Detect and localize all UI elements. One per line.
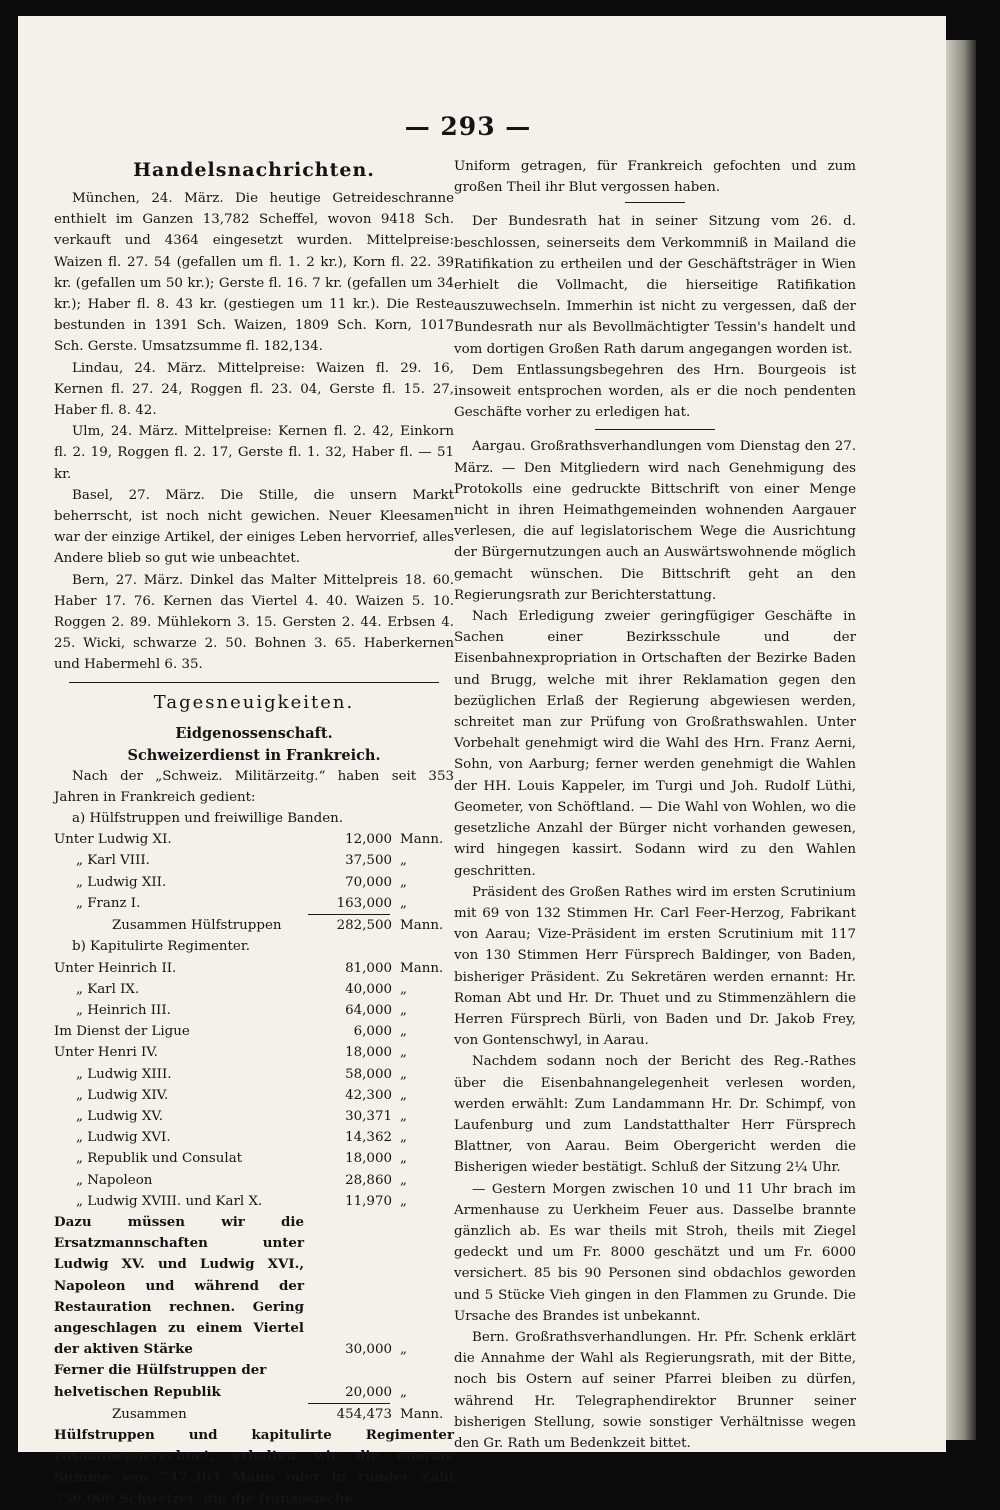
- paragraph-ulm: Ulm, 24. März. Mittelpreise: Kernen fl. 2. 42, Einkorn fl. 2. 19, Roggen fl. 2. 17, Gerste fl. 1. 32, Haber fl. — 51 kr.: [54, 424, 454, 482]
- paragraph-praesident: Präsident des Großen Rathes wird im ersten Scrutinium mit 69 von 132 Stimmen Hr. Carl Feer-Herzog, Fabrikant von Aarau; Vize-Präsident im ersten Scrutinium mit 117 von 130 Stimmen Herr Fürsprech Baldinger, von Baden, bisheriger Präsident. Zu Sekretären werden ernannt: Hr. Roman Abt und Hr. Dr. Thuet und zu Stimmenzählern die Herren Fürsprech Bürli, von Baden und Dr. Jakob Frey, von Gontenschwyl, in Aarau.: [454, 884, 856, 1049]
- paragraph-lindau: Lindau, 24. März. Mittelpreise: Waizen fl. 29. 16, Kernen fl. 27. 24, Roggen fl. 23. 04, Gerste fl. 15. 27, Haber fl. 8. 42.: [54, 360, 454, 419]
- page-number: — 293 —: [404, 112, 532, 141]
- table-row: „ Karl IX. 40,000 „: [76, 981, 407, 997]
- paragraph-muenchen: München, 24. März. Die heutige Getreideschranne enthielt im Ganzen 13,782 Scheffel, wovon 9418 Sch. verkauft und 4364 eingesetzt wurden. Mittelpreise: Waizen fl. 27. 54 (gefallen um fl. 1. 2 kr.), Korn fl. 22. 39 kr. (gefallen um 50 kr.); Gerste fl. 16. 7 kr. (gefallen um 34 kr.); Haber fl. 8. 43 kr. (gestiegen um 11 kr.). Die Reste bestunden in 1391 Sch. Waizen, 1809 Sch. Korn, 1017 Sch. Gerste. Umsatzsumme fl. 182,134.: [54, 191, 454, 355]
- ersatz-text: Dazu müssen wir die Ersatzmannschaften unter Ludwig XV. und Ludwig XVI., Napoleon und während der Restauration rechnen. Gering angeschlagen zu einem Viertel der aktiven Stärke: [54, 1213, 304, 1358]
- newspaper-page: [18, 16, 946, 1507]
- group-a-title: a) Hülfstruppen und freiwillige Banden.: [72, 811, 344, 827]
- paragraph-basel: Basel, 27. März. Die Stille, die unsern Markt beherrscht, ist noch nicht gewichen. Neuer Kleesamen war der einzige Artikel, der einiges Leben hervorrief, alles Andere blieb so gut wie unbeachtet.: [54, 487, 454, 567]
- table-row: „ Karl VIII. 37,500 „: [76, 853, 407, 869]
- table-row: „ Ludwig XII. 70,000 „: [76, 874, 407, 890]
- table-row: „ Ludwig XVIII. und Karl X. 11,970 „: [76, 1193, 407, 1209]
- divider: [69, 682, 439, 683]
- divider: [595, 429, 715, 430]
- table-row: Unter Henri IV. 18,000 „: [54, 1045, 407, 1061]
- table-row: Unter Heinrich II. 81,000 Mann.: [54, 960, 444, 976]
- paragraph-bundesrath: Der Bundesrath hat in seiner Sitzung vom 26. d. beschlossen, seinerseits dem Verkommniß in Mailand die Ratifikation zu ertheilen und der Geschäftsträger in Wien erhielt die Vollmacht, die hierseitige Ratifikation auszuwechseln. Immerhin ist nicht zu vergessen, daß der Bundesrath nur als Bevollmächtigter Tessin's handelt und vom dortigen Großen Rath darum angegangen worden ist.: [454, 214, 856, 357]
- paragraph-bern-market: Bern, 27. März. Dinkel das Malter Mittelpreis 18. 60. Haber 17. 76. Kernen das Viertel 4. 40. Waizen 5. 10. Roggen 2. 89. Mühlekorn 3. 15. Gersten 2. 44. Erbsen 4. 25. Wicki, schwarze 2. 50. Bohnen 3. 65. Haberkernen und Habermehl 6. 35.: [54, 572, 454, 673]
- table-row: „ Ludwig XV. 30,371 „: [76, 1108, 407, 1124]
- table-row-total: Zusammen 454,473 Mann.: [112, 1406, 444, 1422]
- heading-schweizerdienst: Schweizerdienst in Frankreich.: [127, 746, 381, 764]
- ersatz-num: 30,000: [345, 1342, 392, 1358]
- right-column: [454, 156, 856, 1454]
- page-edge-shadow: [946, 40, 976, 1440]
- ferner-num: 20,000: [345, 1384, 392, 1400]
- group-b-title: b) Kapitulirte Regimenter.: [72, 939, 251, 955]
- table-row-sum: Zusammen Hülfstruppen 282,500 Mann.: [112, 918, 444, 934]
- heading-handelsnachrichten: Handelsnachrichten.: [133, 159, 375, 181]
- paragraph-closing: Hülfstruppen und kapitulirte Regimenter zusammengerechnet, erhalten wir die enorme Summe von 747,363 Mann oder in runder Zahl 750,000 Schweizer, die die französische: [54, 1426, 454, 1507]
- table-row: „ Republik und Consulat 18,000 „: [76, 1151, 407, 1167]
- left-column: [54, 156, 454, 1510]
- table-row: Unter Ludwig XI. 12,000 Mann.: [54, 832, 444, 848]
- table-b: [54, 958, 454, 1212]
- paragraph-continuation: Uniform getragen, für Frankreich gefochten und zum großen Theil ihr Blut vergossen haben.: [454, 159, 856, 196]
- paragraph-feuer: — Gestern Morgen zwischen 10 und 11 Uhr brach im Armenhause zu Uerkheim Feuer aus. Dasselbe brannte gänzlich ab. Es war theils mit Stroh, theils mit Ziegel gedeckt und um Fr. 8000 geschätzt und um Fr. 6000 versichert. 85 bis 90 Personen sind obdachlos geworden und 5 Stücke Vieh gingen in den Flammen zu Grunde. Die Ursache des Brandes ist unbekannt.: [454, 1181, 856, 1324]
- table-row: „ Ludwig XVI. 14,362 „: [76, 1130, 407, 1146]
- table-a: [54, 829, 454, 936]
- paragraph-erledigung: Nach Erledigung zweier geringfügiger Geschäfte in Sachen einer Bezirksschule und der Eisenbahnexpropriation in Ortschaften der Bezirke Baden und Brugg, welche mit ihrer Reklamation gegen den bezüglichen Erlaß der Regierung abgewiesen werden, schreitet man zur Prüfung von Großrathswahlen. Unter Vorbehalt genehmigt wird die Wahl des Hrn. Franz Aerni, Sohn, von Aarburg; ferner werden genehmigt die Wahlen der HH. Louis Kappeler, im Turgi und Joh. Rudolf Lüthi, Geometer, von Schöftland. — Die Wahl von Wohlen, wo die gesetzliche Anzahl der Bürger nicht vorhanden gewesen, wird hingegen kassirt. Sodann wird zu den Wahlen geschritten.: [454, 609, 856, 879]
- table-row: Im Dienst der Ligue 6,000 „: [54, 1024, 407, 1040]
- table-row: „ Franz I. 163,000 „: [76, 895, 407, 911]
- divider: [625, 202, 685, 203]
- paragraph-bourgeois: Dem Entlassungsbegehren des Hrn. Bourgeois ist insoweit entsprochen worden, als er die noch pendenten Geschäfte vorher zu erledigen hat.: [454, 362, 856, 421]
- heading-eidgenossenschaft: Eidgenossenschaft.: [175, 724, 333, 742]
- table-row: „ Napoleon 28,860 „: [76, 1172, 407, 1188]
- paragraph-nachdem: Nachdem sodann noch der Bericht des Reg.-Rathes über die Eisenbahnangelegenheit verlesen worden, werden erwählt: Zum Landammann Hr. Dr. Schimpf, von Laufenburg und zum Landstatthalter Herr Fürsprech Blattner, von Aarau. Beim Obergericht werden die Bisherigen wieder bestätigt. Schluß der Sitzung 2¼ Uhr.: [454, 1054, 856, 1176]
- heading-tagesneuigkeiten: Tagesneuigkeiten.: [153, 691, 355, 713]
- ferner-text: Ferner die Hülfstruppen der helvetischen Republik: [54, 1362, 267, 1400]
- ersatz-row: Dazu müssen wir die Ersatzmannschaften unter Ludwig XV. und Ludwig XVI., Napoleon und während der Restauration rechnen. Gering angeschlagen zu einem Viertel der aktiven Stärke 30,000 „: [54, 1212, 454, 1360]
- table-row: „ Heinrich III. 64,000 „: [76, 1002, 407, 1018]
- paragraph-intro: Nach der „Schweiz. Militärzeitg.“ haben seit 353 Jahren in Frankreich gedient:: [54, 768, 454, 805]
- table-row: „ Ludwig XIV. 42,300 „: [76, 1087, 407, 1103]
- paragraph-bern-grossrath: Bern. Großrathsverhandlungen. Hr. Pfr. Schenk erklärt die Annahme der Wahl als Regierungsrath, mit der Bitte, noch bis Ostern auf seiner Pfarrei bleiben zu dürfen, während Hr. Telegraphendirektor Brunner seiner bisherigen Stellung, sowie sonstiger Verhältnisse wegen den Gr. Rath um Bedenkzeit bittet.: [454, 1329, 856, 1451]
- ferner-row: Ferner die Hülfstruppen der helvetischen Republik 20,000 „: [54, 1360, 454, 1402]
- table-row: „ Ludwig XIII. 58,000 „: [76, 1066, 407, 1082]
- paragraph-aargau: Aargau. Großrathsverhandlungen vom Dienstag den 27. März. — Den Mitgliedern wird nach Genehmigung des Protokolls eine gedruckte Bittschrift von einer Menge nicht in ihren Heimathgemeinden wohnenden Aargauer verlesen, die auf legislatorischem Wege die Ausrichtung der Bürgernutzungen auch an Auswärtswohnende möglich gemacht wünschen. Die Bittschrift geht an den Regierungsrath zur Berichterstattung.: [454, 439, 856, 603]
